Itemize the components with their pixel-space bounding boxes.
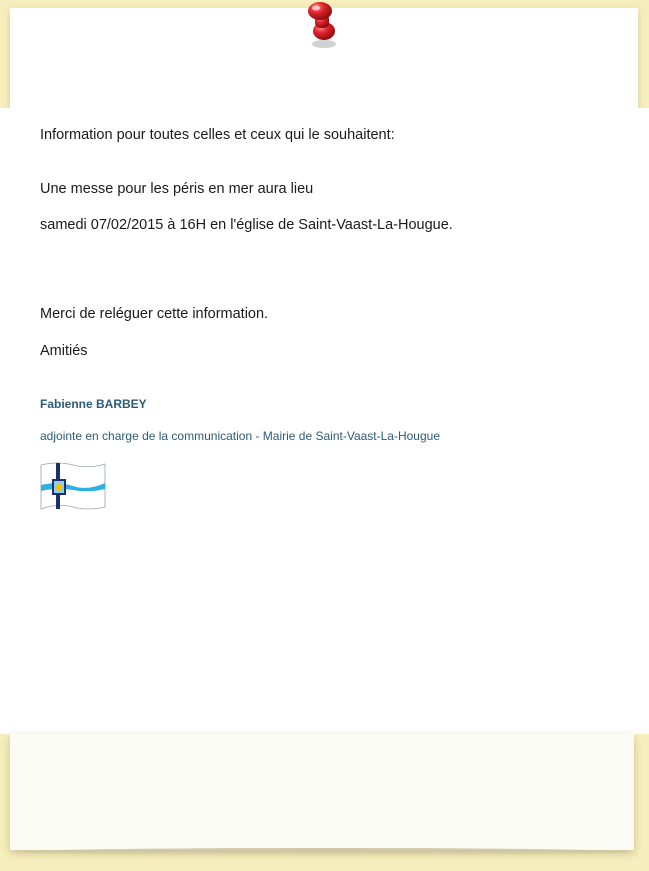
message-line-1: Une messe pour les péris en mer aura lieu xyxy=(40,181,314,197)
town-flag-icon xyxy=(40,461,106,513)
message-closing: Amitiés xyxy=(40,343,88,359)
paper-body xyxy=(0,108,649,734)
paper-shadow xyxy=(20,848,630,856)
paper-bottom-curl xyxy=(10,734,634,850)
pushpin-icon xyxy=(300,0,342,50)
message-thanks: Merci de reléguer cette information. xyxy=(40,306,269,322)
signature-role: adjointe en charge de la communication - Mairie de Saint-Vaast-La-Hougue xyxy=(40,429,441,443)
message-intro: Information pour toutes celles et ceux qui le souhaitent: xyxy=(40,127,395,143)
signature-name: Fabienne BARBEY xyxy=(40,397,147,411)
message-line-2: samedi 07/02/2015 à 16H en l'église de Saint-Vaast-La-Hougue. xyxy=(40,217,453,233)
